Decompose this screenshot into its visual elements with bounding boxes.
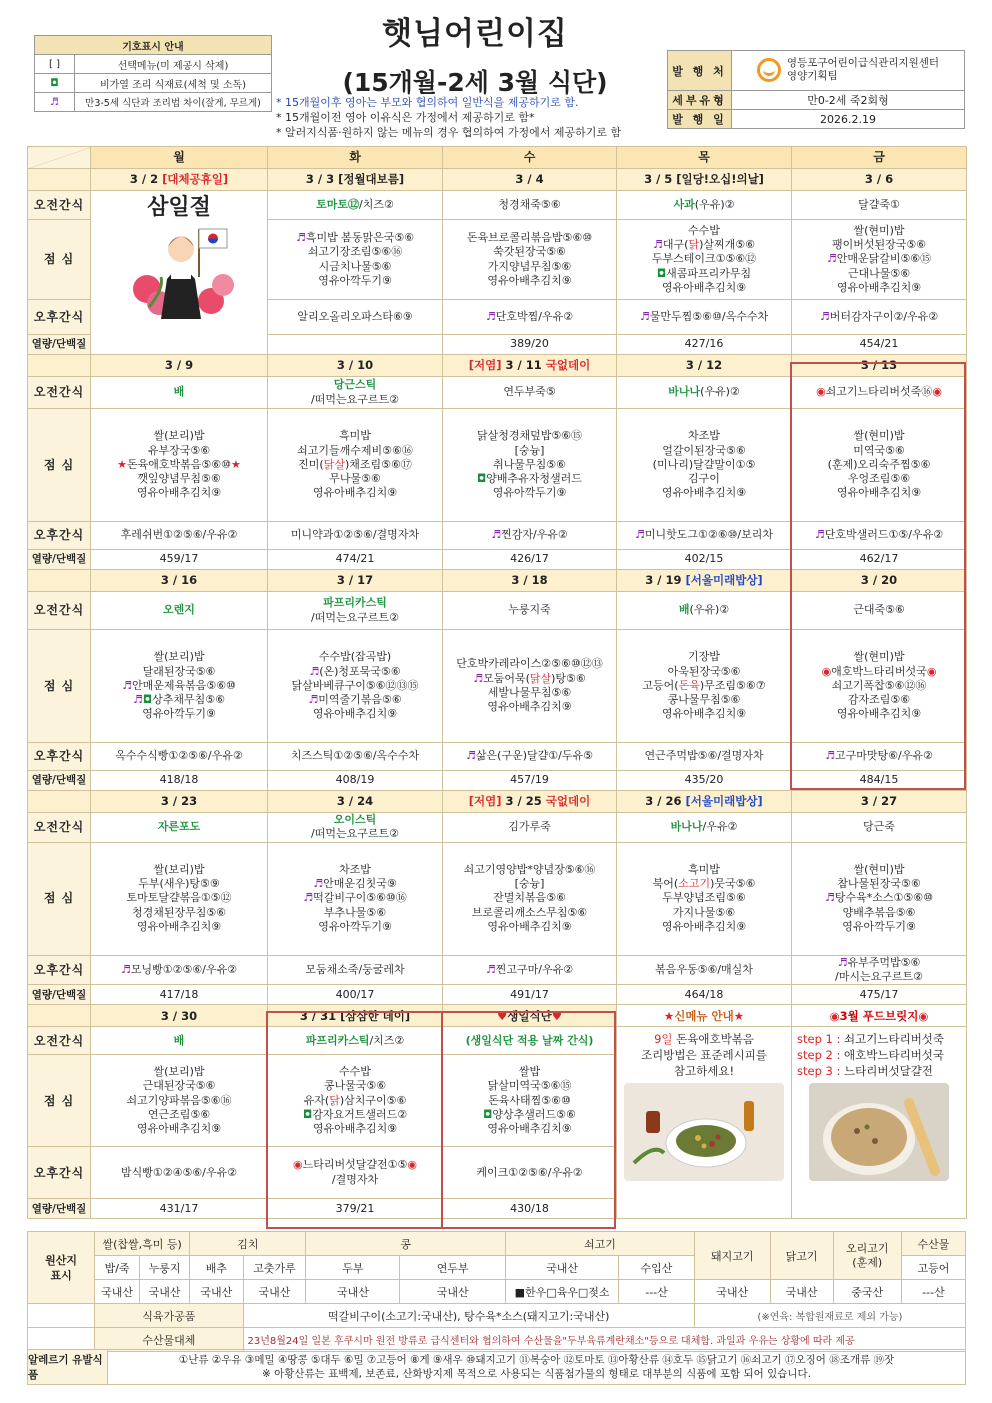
date-cell: 3 / 19 [서울미래밥상] <box>617 570 792 592</box>
morning-snack: 파프리카스틱 /떠먹는요구르트② <box>268 592 443 630</box>
date-cell: 3 / 13 <box>792 355 967 377</box>
origin-val: 국내산 <box>140 1280 190 1304</box>
new-menu-name: 돈육애호박볶음 <box>676 1032 754 1047</box>
afternoon-snack: 미니약과①②⑤⑥/결명자차 <box>268 522 443 550</box>
date-cell: 3 / 16 <box>91 570 268 592</box>
date-cell: 3 / 4 <box>443 169 617 191</box>
page-title: 햇님어린이집 <box>382 16 568 52</box>
type-value: 만0-2세 죽2회형 <box>732 91 965 110</box>
processed-text: 떡갈비구이(소고기:국내산), 탕수육*소스(돼지고기:국내산) <box>243 1304 694 1328</box>
row-label-morning: 오전간식 <box>28 377 91 409</box>
morning-snack: 사과(우유)② <box>617 191 792 220</box>
calories: 454/21 <box>792 335 967 355</box>
date-corner <box>28 1005 91 1027</box>
afternoon-snack: ♬찐고구마/우유② <box>443 955 617 985</box>
allergy-label: 알레르기 유발식품 <box>28 1350 108 1384</box>
lunch-menu: 쌀(현미)밥 팽이버섯된장국⑤⑥ ♬안매운닭갈비⑤⑥⑮ 근대나물⑤⑥ 영유아배추김치⑨ <box>792 220 967 300</box>
origin-val: ■한우□육우□젖소 <box>506 1280 619 1304</box>
afternoon-snack: 옥수수식빵①②⑤⑥/우유② <box>91 743 268 771</box>
lunch-menu: 쌀(현미)밥 미역국⑤⑥ (훈제)오리숙주찜⑤⑥ 우엉조림⑤⑥ 영유아배추김치⑨ <box>792 409 967 522</box>
page-title-block <box>280 8 670 99</box>
allergy-list: ①난류 ②우유 ③메밀 ④땅콩 ⑤대두 ⑥밀 ⑦고등어 ⑧게 ⑨새우 ⑩돼지고기 ⑪복숭아 ⑫토마토 ⑬아황산류 ⑭호두 ⑮닭고기 ⑯쇠고기 ⑰오징어 ⑱조개류 ⑲잣 <box>178 1354 895 1366</box>
morning-snack: (생일식단 적용 날짜 간식) <box>443 1027 617 1055</box>
date-cell: 3 / 27 <box>792 791 967 813</box>
calories: 400/17 <box>268 985 443 1005</box>
morning-snack: 연두부죽⑤ <box>443 377 617 409</box>
day-header: 화 <box>268 147 443 169</box>
row-label-afternoon: 오후간식 <box>28 1147 91 1199</box>
calories: 427/16 <box>617 335 792 355</box>
legend-text: 선택메뉴(미 제공시 삭제) <box>75 55 272 74</box>
calories: 426/17 <box>443 550 617 570</box>
morning-snack: 청경채죽⑤⑥ <box>443 191 617 220</box>
calories: 462/17 <box>792 550 967 570</box>
afternoon-snack: 치즈스틱①②⑤⑥/옥수수차 <box>268 743 443 771</box>
calories: 459/17 <box>91 550 268 570</box>
seafood-label: 수산물대체 <box>95 1328 243 1352</box>
date-cell: 3 / 17 <box>268 570 443 592</box>
calories: 408/19 <box>268 771 443 791</box>
publisher-org <box>732 51 965 91</box>
calories: 402/15 <box>617 550 792 570</box>
holiday-cell <box>91 191 268 355</box>
lunch-menu: 쇠고기영양밥*양념장⑤⑥⑯ [숭늉] 잔멸치볶음⑤⑥ 브로콜리깨소스무침⑤⑥ 영유아배추김치⑨ <box>443 842 617 955</box>
notes <box>276 95 621 140</box>
processed-note: (※연육: 복합원재료로 제외 가능) <box>694 1304 965 1328</box>
date-value: 2026.2.19 <box>732 110 965 129</box>
lunch-menu: 흑미밥 북어(소고기)뭇국⑤⑥ 두부양념조림⑤⑥ 가지나물⑤⑥ 영유아배추김치⑨ <box>617 842 792 955</box>
legend-sym: ◘ <box>35 74 75 93</box>
origin-cat: 김치 <box>190 1232 306 1256</box>
afternoon-snack: 볶음우동⑤⑥/매실차 <box>617 955 792 985</box>
porridge-photo <box>809 1083 949 1181</box>
origin-sub: 고춧가루 <box>243 1256 306 1280</box>
row-label-lunch: 점 심 <box>28 1055 91 1147</box>
row-label-lunch: 점 심 <box>28 630 91 743</box>
date-cell: 3 / 10 <box>268 355 443 377</box>
bridge-step: step 2 : 애호박느타리버섯국 <box>797 1048 945 1063</box>
afternoon-snack: ♬버터감자구이②/우유② <box>792 300 967 335</box>
afternoon-snack: ♬찐감자/우유② <box>443 522 617 550</box>
date-cell: 3 / 23 <box>91 791 268 813</box>
row-label-calories: 열량/단백질 <box>28 1199 91 1219</box>
date-cell: 3 / 30 <box>91 1005 268 1027</box>
morning-snack: 토마토⑫/치즈② <box>268 191 443 220</box>
morning-snack: 배 <box>91 377 268 409</box>
afternoon-snack: 알리오올리오파스타⑥⑨ <box>268 300 443 335</box>
row-label-morning: 오전간식 <box>28 592 91 630</box>
day-header: 금 <box>792 147 967 169</box>
origin-val: 중국산 <box>833 1280 901 1304</box>
afternoon-snack: 후레쉬번①②⑤⑥/우유② <box>91 522 268 550</box>
food-photo <box>624 1083 784 1181</box>
afternoon-snack: ♬모닝빵①②⑤⑥/우유② <box>91 955 268 985</box>
calories: 474/21 <box>268 550 443 570</box>
morning-snack: 파프리카스틱/치즈② <box>268 1027 443 1055</box>
row-label-afternoon: 오후간식 <box>28 955 91 985</box>
lunch-menu: 수수밥 콩나물국⑤⑥ 유자(닭)삼치구이⑤⑥ ◘감자요거트샐러드② 영유아배추김치⑨ <box>268 1055 443 1147</box>
date-cell: 3 / 26 [서울미래밥상] <box>617 791 792 813</box>
afternoon-snack: 모둠채소죽/둥굴레차 <box>268 955 443 985</box>
origin-val: ---산 <box>901 1280 965 1304</box>
lunch-menu: 수수밥 ♬대구(닭)살찌개⑤⑥ 두부스테이크①⑤⑥⑫ ◘새콤파프리카무침 영유아배추김치⑨ <box>617 220 792 300</box>
calories: 464/18 <box>617 985 792 1005</box>
date-cell: ★신메뉴 안내★ <box>617 1005 792 1027</box>
origin-cat: 닭고기 <box>770 1232 833 1280</box>
row-label-lunch: 점 심 <box>28 220 91 300</box>
note: * 15개월이전 영아 이유식은 가정에서 제공하기로 함* <box>276 111 535 124</box>
date-cell: 3 / 5 [일당!오십!의날] <box>617 169 792 191</box>
day-header: 목 <box>617 147 792 169</box>
origin-cat: 돼지고기 <box>694 1232 770 1280</box>
lunch-menu: 차조밥 얼갈이된장국⑤⑥ (미나리)달걀말이①⑤ 김구이 영유아배추김치⑨ <box>617 409 792 522</box>
origin-val: 국내산 <box>306 1280 400 1304</box>
origin-val: 국내산 <box>694 1280 770 1304</box>
lunch-menu: 차조밥 ♬안매운김칫국⑨ ♬떡갈비구이⑤⑥⑩⑯ 부추나물⑤⑥ 영유아깍두기⑨ <box>268 842 443 955</box>
lunch-menu: 쌀밥 닭살미역국⑤⑥⑮ 돈육사태찜⑤⑥⑩ ◘양상추샐러드⑤⑥ 영유아배추김치⑨ <box>443 1055 617 1147</box>
org-line2: 영양기획팀 <box>786 69 838 82</box>
note: * 알러지식품·원하지 않는 메뉴의 경우 협의하여 가정에서 제공하기로 함 <box>276 126 622 139</box>
legend-sym: [ ] <box>35 55 75 74</box>
afternoon-snack: ♬물만두찜⑤⑥⑩/옥수수차 <box>617 300 792 335</box>
morning-snack: 당근스틱 /떠먹는요구르트② <box>268 377 443 409</box>
origin-val: 국내산 <box>770 1280 833 1304</box>
morning-snack: 김가루죽 <box>443 813 617 843</box>
lunch-menu: 단호박카레라이스②⑤⑥⑩⑫⑬ ♬모둠어묵(닭살)탕⑤⑥ 세발나물무침⑤⑥ 영유아배추김치⑨ <box>443 630 617 743</box>
date-cell: 3 / 12 <box>617 355 792 377</box>
date-cell: [저염] 3 / 11 국없데이 <box>443 355 617 377</box>
origin-sub: 밥/죽 <box>95 1256 140 1280</box>
origin-val: ---산 <box>619 1280 695 1304</box>
org-line1: 영등포구어린이급식관리지원센터 <box>786 56 940 69</box>
bridge-step: step 3 : 느타리버섯달걀전 <box>797 1064 933 1079</box>
lunch-menu: 돈육브로콜리볶음밥⑤⑥⑩ 쑥갓된장국⑤⑥ 가지양념무침⑤⑥ 영유아배추김치⑨ <box>443 220 617 300</box>
row-label-morning: 오전간식 <box>28 191 91 220</box>
calories: 475/17 <box>792 985 967 1005</box>
legend-table <box>34 35 272 112</box>
calories: 418/18 <box>91 771 268 791</box>
morning-snack: 근대죽⑤⑥ <box>792 592 967 630</box>
origin-table <box>27 1231 966 1352</box>
origin-side: 원산지 표시 <box>28 1232 95 1304</box>
origin-val: 국내산 <box>190 1280 243 1304</box>
date-cell: ◉3월 푸드브릿지◉ <box>792 1005 967 1027</box>
date-cell: [저염] 3 / 25 국없데이 <box>443 791 617 813</box>
allergy-note: ※ 아황산류는 표백제, 보존료, 산화방지제 목적으로 사용되는 식품첨가물의 형태로 대부분의 식품에 포함 되어 있습니다. <box>261 1368 812 1380</box>
date-cell: 3 / 6 <box>792 169 967 191</box>
legend-title: 기호표시 안내 <box>35 36 272 55</box>
holiday-title: 삼일절 <box>147 195 211 220</box>
date-corner <box>28 791 91 813</box>
calories: 484/15 <box>792 771 967 791</box>
bridge-cell <box>792 1027 967 1219</box>
morning-snack: 배(우유)② <box>617 592 792 630</box>
morning-snack: 오렌지 <box>91 592 268 630</box>
menu-table <box>27 146 967 1219</box>
page-subtitle: (15개월-2세 3월 식단) <box>342 68 608 97</box>
lunch-menu: 흑미밥 쇠고기들깨수제비⑤⑥⑯ 진미(닭살)채조림⑤⑥⑰ 무나물⑤⑥ 영유아배추김치⑨ <box>268 409 443 522</box>
row-label-lunch: 점 심 <box>28 409 91 522</box>
lunch-menu: 기장밥 아욱된장국⑤⑥ 고등어(돈육)무조림⑤⑥⑦ 콩나물무침⑤⑥ 영유아배추김치⑨ <box>617 630 792 743</box>
new-menu-cell <box>617 1027 792 1219</box>
row-label-afternoon: 오후간식 <box>28 743 91 771</box>
row-label-calories: 열량/단백질 <box>28 771 91 791</box>
origin-cat: 오리고기 (훈제) <box>833 1232 901 1280</box>
calories: 435/20 <box>617 771 792 791</box>
date-cell: 3 / 2 [대체공휴일] <box>91 169 268 191</box>
lunch-menu: 쌀(보리)밥 두부(새우)탕⑤⑨ 토마토달걀볶음①⑤⑫ 청경채된장무침⑤⑥ 영유아배추김치⑨ <box>91 842 268 955</box>
lunch-menu: 쌀(보리)밥 근대된장국⑤⑥ 쇠고기양파볶음⑤⑥⑯ 연근조림⑤⑥ 영유아배추김치⑨ <box>91 1055 268 1147</box>
lunch-menu: 쌀(현미)밥 ◉애호박느타리버섯국◉ 쇠고기폭찹⑤⑥⑫⑯ 감자조림⑤⑥ 영유아배추김치⑨ <box>792 630 967 743</box>
calories: 379/21 <box>268 1199 443 1219</box>
origin-sub: 배추 <box>190 1256 243 1280</box>
lunch-menu: ♬흑미밥 봄동맑은국⑤⑥ 쇠고기장조림⑤⑥⑯ 시금치나물⑤⑥ 영유아깍두기⑨ <box>268 220 443 300</box>
origin-val: 국내산 <box>400 1280 506 1304</box>
publisher-table <box>667 50 965 129</box>
lunch-menu: 수수밥(잡곡밥) ♬(온)청포묵국⑤⑥ 닭살바베큐구이⑤⑥⑫⑬⑮ ♬미역줄기볶음⑤⑥ 영유아배추김치⑨ <box>268 630 443 743</box>
calories: 430/18 <box>443 1199 617 1219</box>
morning-snack: 당근죽 <box>792 813 967 843</box>
afternoon-snack: ♬단호박찜/우유② <box>443 300 617 335</box>
origin-sub: 두부 <box>306 1256 400 1280</box>
date-label: 발 행 일 <box>668 110 732 129</box>
row-label-calories: 열량/단백질 <box>28 335 91 355</box>
row-label-calories: 열량/단백질 <box>28 985 91 1005</box>
date-cell: 3 / 18 <box>443 570 617 592</box>
seafood-text: 23년8월24일 일본 후쿠시마 원전 방류로 급식센터와 협의하여 수산물을"두부육류계란채소"등으로 대체함. 과일과 우유는 상황에 따라 제공 <box>243 1328 965 1352</box>
type-label: 세부유형 <box>668 91 732 110</box>
morning-snack: 바나나(우유)② <box>617 377 792 409</box>
processed-label: 식육가공품 <box>95 1304 243 1328</box>
allergy-box <box>27 1349 966 1385</box>
new-menu-date: 9일 <box>654 1032 673 1047</box>
origin-cat: 수산물 <box>901 1232 965 1256</box>
lunch-menu: 쌀(보리)밥 달래된장국⑤⑥ ♬안매운제육볶음⑤⑥⑩ ♬◘상추채무침⑤⑥ 영유아깍두기⑨ <box>91 630 268 743</box>
calories: 457/19 <box>443 771 617 791</box>
calories: 417/18 <box>91 985 268 1005</box>
origin-val: 국내산 <box>243 1280 306 1304</box>
new-menu-text: 참고하세요! <box>673 1064 735 1079</box>
afternoon-snack: 밤식빵①②④⑤⑥/우유② <box>91 1147 268 1199</box>
origin-sub: 고등어 <box>901 1256 965 1280</box>
origin-cat: 콩 <box>306 1232 506 1256</box>
origin-cat: 쇠고기 <box>506 1232 695 1256</box>
calories: 491/17 <box>443 985 617 1005</box>
calories: 431/17 <box>91 1199 268 1219</box>
date-cell: 3 / 24 <box>268 791 443 813</box>
girl-flag-illustration <box>119 219 239 324</box>
afternoon-snack: ♬삶은(구운)달걀①/두유⑤ <box>443 743 617 771</box>
legend-text: 비가열 조리 식재료(세척 및 소독) <box>75 74 272 93</box>
origin-sub: 수입산 <box>619 1256 695 1280</box>
morning-snack: 바나나/우유② <box>617 813 792 843</box>
day-header: 수 <box>443 147 617 169</box>
new-menu-text: 조리방법은 표준레시피를 <box>641 1048 767 1063</box>
origin-val: 국내산 <box>95 1280 140 1304</box>
morning-snack: ◉쇠고기느타리버섯죽⑯◉ <box>792 377 967 409</box>
row-label-morning: 오전간식 <box>28 1027 91 1055</box>
legend-text: 만3-5세 식단과 조리법 차이(잘게, 무르게) <box>75 93 272 112</box>
note: * 15개월이후 영아는 부모와 협의하여 일반식을 제공하기로 함. <box>276 96 579 109</box>
origin-sub: 국내산 <box>506 1256 619 1280</box>
morning-snack: 자른포도 <box>91 813 268 843</box>
row-label-afternoon: 오후간식 <box>28 300 91 335</box>
smile-logo-icon <box>757 58 781 82</box>
legend-sym: ♬ <box>35 93 75 112</box>
day-header: 월 <box>91 147 268 169</box>
date-corner <box>28 355 91 377</box>
row-label-calories: 열량/단백질 <box>28 550 91 570</box>
calories: 389/20 <box>443 335 617 355</box>
row-label-morning: 오전간식 <box>28 813 91 843</box>
lunch-menu: 쌀(현미)밥 참나물된장국⑤⑥ ♬탕수육*소스①⑤⑥⑩ 양배추볶음⑤⑥ 영유아깍두기⑨ <box>792 842 967 955</box>
date-cell: 3 / 3 [정월대보름] <box>268 169 443 191</box>
morning-snack: 누룽지죽 <box>443 592 617 630</box>
lunch-menu: 쌀(보리)밥 유부장국⑤⑥ ★돈육애호박볶음⑤⑥⑩★ 깻잎양념무침⑤⑥ 영유아배추김치⑨ <box>91 409 268 522</box>
afternoon-snack: ◉느타리버섯달걀전①⑤◉ /결명자차 <box>268 1147 443 1199</box>
afternoon-snack: ♬미니핫도그①②⑥⑩/보리차 <box>617 522 792 550</box>
morning-snack: 배 <box>91 1027 268 1055</box>
date-cell: ♥생일식단♥ <box>443 1005 617 1027</box>
row-label-afternoon: 오후간식 <box>28 522 91 550</box>
calories <box>268 335 443 355</box>
afternoon-snack: ♬고구마맛탕⑥/우유② <box>792 743 967 771</box>
origin-sub: 연두부 <box>400 1256 506 1280</box>
afternoon-snack: ♬단호박샐러드①⑤/우유② <box>792 522 967 550</box>
date-corner <box>28 570 91 592</box>
bridge-step: step 1 : 쇠고기느타리버섯죽 <box>797 1032 945 1047</box>
date-cell: 3 / 31 [삼삼한 데이] <box>268 1005 443 1027</box>
origin-sub: 누룽지 <box>140 1256 190 1280</box>
afternoon-snack: 연근주먹밥⑤⑥/결명자차 <box>617 743 792 771</box>
date-cell: 3 / 9 <box>91 355 268 377</box>
lunch-menu: 닭살청경채덮밥⑤⑥⑮ [숭늉] 취나물무침⑤⑥ ◘양배추유자청샐러드 영유아깍두기⑨ <box>443 409 617 522</box>
date-cell: 3 / 20 <box>792 570 967 592</box>
corner-cell <box>28 147 91 169</box>
row-label-lunch: 점 심 <box>28 842 91 955</box>
morning-snack: 오이스틱 /떠먹는요구르트② <box>268 813 443 843</box>
afternoon-snack: ♬유부주먹밥⑤⑥ /마시는요구르트② <box>792 955 967 985</box>
publisher-label: 발 행 처 <box>668 51 732 91</box>
date-corner <box>28 169 91 191</box>
origin-cat: 쌀(찹쌀,흑미 등) <box>95 1232 190 1256</box>
afternoon-snack: 케이크①②⑤⑥/우유② <box>443 1147 617 1199</box>
morning-snack: 달걀죽① <box>792 191 967 220</box>
